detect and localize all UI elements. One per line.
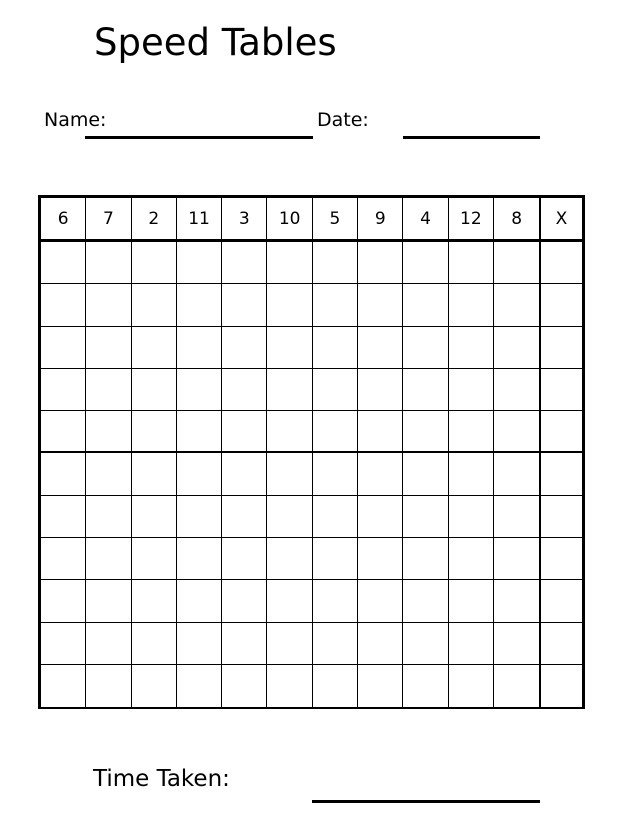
answer-cell[interactable] [177, 496, 222, 538]
answer-cell[interactable] [494, 284, 539, 326]
answer-cell[interactable] [132, 580, 177, 622]
header-cell: 6 [41, 198, 86, 242]
answer-cell[interactable] [267, 580, 312, 622]
answer-cell[interactable] [222, 580, 267, 622]
answer-cell[interactable] [358, 284, 403, 326]
answer-cell[interactable] [539, 411, 584, 453]
answer-cell[interactable] [358, 580, 403, 622]
name-line[interactable] [85, 136, 313, 139]
header-cell: 11 [177, 198, 222, 242]
answer-cell[interactable] [539, 580, 584, 622]
answer-cell[interactable] [86, 369, 131, 411]
answer-cell[interactable] [358, 453, 403, 495]
answer-cell[interactable] [86, 496, 131, 538]
page-title: Speed Tables [94, 21, 337, 64]
answer-cell[interactable] [449, 284, 494, 326]
answer-cell[interactable] [494, 580, 539, 622]
answer-cell[interactable] [132, 242, 177, 284]
answer-cell[interactable] [403, 496, 448, 538]
name-label: Name: [44, 109, 107, 131]
speed-tables-grid [38, 195, 585, 709]
answer-cell[interactable] [41, 411, 86, 453]
answer-cell[interactable] [539, 538, 584, 580]
answer-cell[interactable] [358, 496, 403, 538]
answer-cell[interactable] [403, 369, 448, 411]
answer-cell[interactable] [313, 665, 358, 707]
header-cell: 2 [132, 198, 177, 242]
answer-cell[interactable] [267, 284, 312, 326]
answer-cell[interactable] [177, 538, 222, 580]
answer-cell[interactable] [494, 453, 539, 495]
header-cell: 5 [313, 198, 358, 242]
answer-cell[interactable] [41, 284, 86, 326]
answer-cell[interactable] [403, 623, 448, 665]
answer-cell[interactable] [403, 453, 448, 495]
answer-cell[interactable] [222, 623, 267, 665]
answer-cell[interactable] [267, 623, 312, 665]
answer-cell[interactable] [358, 327, 403, 369]
answer-cell[interactable] [132, 327, 177, 369]
answer-cell[interactable] [86, 411, 131, 453]
answer-cell[interactable] [449, 411, 494, 453]
header-cell: 3 [222, 198, 267, 242]
answer-cell[interactable] [358, 623, 403, 665]
answer-cell[interactable] [313, 411, 358, 453]
answer-cell[interactable] [539, 496, 584, 538]
header-cell: 8 [494, 198, 539, 242]
answer-cell[interactable] [267, 411, 312, 453]
answer-cell[interactable] [539, 453, 584, 495]
answer-cell[interactable] [41, 327, 86, 369]
answer-cell[interactable] [313, 327, 358, 369]
answer-cell[interactable] [177, 623, 222, 665]
answer-cell[interactable] [313, 284, 358, 326]
answer-cell[interactable] [313, 496, 358, 538]
header-cell: 7 [86, 198, 131, 242]
answer-cell[interactable] [222, 411, 267, 453]
time-taken-line[interactable] [312, 800, 540, 803]
answer-cell[interactable] [494, 242, 539, 284]
answer-cell[interactable] [539, 327, 584, 369]
answer-cell[interactable] [313, 369, 358, 411]
answer-cell[interactable] [177, 327, 222, 369]
answer-cell[interactable] [403, 242, 448, 284]
answer-cell[interactable] [449, 327, 494, 369]
answer-cell[interactable] [403, 580, 448, 622]
answer-cell[interactable] [222, 496, 267, 538]
answer-cell[interactable] [86, 284, 131, 326]
answer-cell[interactable] [86, 538, 131, 580]
answer-cell[interactable] [267, 496, 312, 538]
answer-cell[interactable] [494, 623, 539, 665]
answer-cell[interactable] [494, 496, 539, 538]
time-taken-label: Time Taken: [93, 766, 230, 792]
answer-cell[interactable] [222, 327, 267, 369]
answer-cell[interactable] [313, 453, 358, 495]
answer-cell[interactable] [449, 453, 494, 495]
answer-cell[interactable] [222, 284, 267, 326]
answer-cell[interactable] [494, 411, 539, 453]
answer-cell[interactable] [358, 538, 403, 580]
answer-cell[interactable] [177, 369, 222, 411]
answer-cell[interactable] [86, 665, 131, 707]
answer-cell[interactable] [539, 623, 584, 665]
answer-cell[interactable] [494, 665, 539, 707]
answer-cell[interactable] [494, 369, 539, 411]
answer-cell[interactable] [267, 369, 312, 411]
answer-cell[interactable] [358, 369, 403, 411]
header-cell: X [539, 198, 584, 242]
header-cell: 4 [403, 198, 448, 242]
answer-cell[interactable] [222, 665, 267, 707]
answer-cell[interactable] [41, 453, 86, 495]
answer-cell[interactable] [403, 327, 448, 369]
answer-cell[interactable] [539, 369, 584, 411]
answer-cell[interactable] [267, 665, 312, 707]
answer-cell[interactable] [222, 242, 267, 284]
answer-cell[interactable] [403, 538, 448, 580]
answer-cell[interactable] [449, 369, 494, 411]
answer-cell[interactable] [86, 453, 131, 495]
answer-cell[interactable] [177, 411, 222, 453]
answer-cell[interactable] [132, 665, 177, 707]
answer-cell[interactable] [132, 411, 177, 453]
answer-cell[interactable] [132, 453, 177, 495]
answer-cell[interactable] [358, 242, 403, 284]
answer-cell[interactable] [177, 242, 222, 284]
answer-cell[interactable] [449, 580, 494, 622]
answer-cell[interactable] [86, 242, 131, 284]
answer-cell[interactable] [177, 453, 222, 495]
answer-cell[interactable] [41, 538, 86, 580]
answer-cell[interactable] [313, 538, 358, 580]
date-line[interactable] [403, 136, 540, 139]
header-cell: 12 [449, 198, 494, 242]
date-label: Date: [317, 109, 369, 131]
answer-cell[interactable] [539, 284, 584, 326]
answer-cell[interactable] [494, 538, 539, 580]
header-cell: 10 [267, 198, 312, 242]
answer-cell[interactable] [177, 580, 222, 622]
answer-cell[interactable] [539, 665, 584, 707]
answer-cell[interactable] [403, 284, 448, 326]
header-cell: 9 [358, 198, 403, 242]
answer-cell[interactable] [449, 665, 494, 707]
answer-cell[interactable] [449, 496, 494, 538]
answer-cell[interactable] [222, 369, 267, 411]
answer-cell[interactable] [41, 665, 86, 707]
answer-cell[interactable] [132, 284, 177, 326]
answer-cell[interactable] [539, 242, 584, 284]
answer-cell[interactable] [132, 369, 177, 411]
answer-cell[interactable] [403, 665, 448, 707]
answer-cell[interactable] [41, 496, 86, 538]
answer-cell[interactable] [267, 538, 312, 580]
answer-cell[interactable] [86, 327, 131, 369]
answer-cell[interactable] [358, 665, 403, 707]
answer-cell[interactable] [41, 580, 86, 622]
answer-cell[interactable] [41, 369, 86, 411]
answer-cell[interactable] [313, 623, 358, 665]
answer-cell[interactable] [313, 580, 358, 622]
answer-cell[interactable] [132, 538, 177, 580]
answer-cell[interactable] [267, 453, 312, 495]
answer-cell[interactable] [132, 623, 177, 665]
answer-cell[interactable] [86, 580, 131, 622]
answer-cell[interactable] [41, 242, 86, 284]
answer-cell[interactable] [41, 623, 86, 665]
answer-cell[interactable] [177, 284, 222, 326]
answer-cell[interactable] [449, 242, 494, 284]
answer-cell[interactable] [222, 538, 267, 580]
answer-cell[interactable] [403, 411, 448, 453]
answer-cell[interactable] [177, 665, 222, 707]
answer-cell[interactable] [313, 242, 358, 284]
answer-cell[interactable] [222, 453, 267, 495]
answer-cell[interactable] [449, 623, 494, 665]
answer-cell[interactable] [132, 496, 177, 538]
answer-cell[interactable] [86, 623, 131, 665]
answer-cell[interactable] [267, 242, 312, 284]
answer-cell[interactable] [267, 327, 312, 369]
answer-cell[interactable] [449, 538, 494, 580]
answer-cell[interactable] [358, 411, 403, 453]
answer-cell[interactable] [494, 327, 539, 369]
